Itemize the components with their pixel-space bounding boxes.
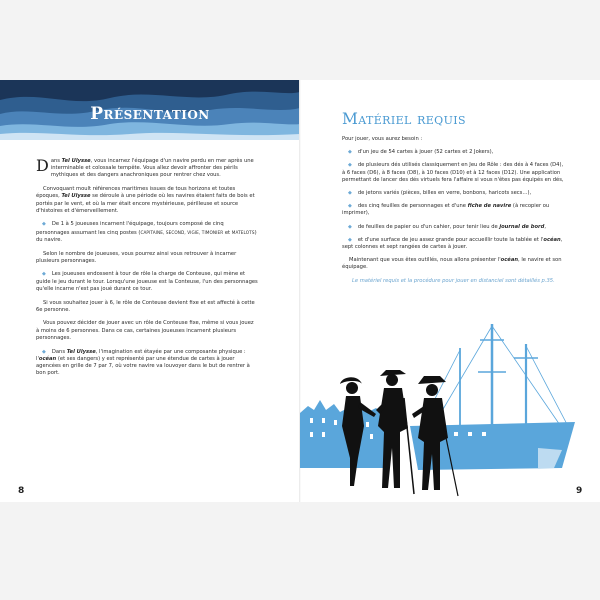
list-item	[342, 203, 564, 217]
book-spread	[0, 80, 600, 502]
game-title-emphasis: Tel Ulysse	[66, 348, 96, 355]
bullet-icon: ◆	[348, 223, 352, 230]
paragraph-player-count: Selon le nombre de joueuses, vous pourrez ainsi vous retrouver à incarner plusieurs personnages.	[36, 250, 237, 264]
bullet-icon: ◆	[348, 236, 352, 243]
text-span: ,	[544, 223, 546, 230]
ocean-emphasis: océan	[38, 355, 57, 362]
text-span: (à recopier ou imprimer),	[342, 203, 550, 217]
paragraph-six-players: Si vous souhaitez jouer à 6, le rôle de Conteuse devient fixe et est affecté à cette 6e personne.	[36, 299, 255, 313]
paragraph-conteuse	[36, 271, 258, 293]
bullet-icon: ◆	[348, 203, 352, 210]
text-span: de plusieurs dés utilisés classiquement en Jeu de Rôle : des dés à 4 faces (D4), à 6 faces (D6), à 8 faces (D8), à 10 faces (D10) et à 12 faces (D12). Une application permettant de lancer des dés virtuels fera l'affaire si vous n'êtes pas équipés en dés,	[342, 162, 564, 183]
bullet-icon: ◆	[348, 149, 352, 156]
text-span: de jetons variés (pièces, billes en verre, bonbons, haricots secs…),	[357, 190, 532, 197]
page-number-right: 9	[576, 486, 583, 496]
page-title-presentation: Présentation	[90, 104, 210, 124]
distance-play-note: Le matériel requis et la procédure pour jouer en distanciel sont détaillés p.35.	[352, 277, 555, 284]
text-span: et	[223, 229, 232, 236]
bullet-icon: ◆	[42, 271, 46, 278]
text-span: Les joueuses endossent à tour de rôle la charge de Conteuse, qui mène et guide le jeu durant le tour. Lorsqu'une joueuse est la Conteuse, l'un des personnages qu'elle incarne n'est pas joué durant ce tour.	[36, 271, 258, 292]
text-span: et d'une surface de jeu assez grande pour accueillir toute la tablée et l'	[357, 236, 544, 243]
page-title-materiel: Matériel requis	[342, 110, 466, 128]
term-emphasis: océan	[500, 257, 519, 264]
text-span: Convoquant moult références maritimes issues de tous horizons et toutes époques,	[36, 186, 236, 200]
bullet-icon: ◆	[348, 190, 352, 197]
paragraph-references	[36, 186, 258, 215]
left-page	[0, 80, 300, 502]
title-banner	[0, 80, 300, 140]
bullet-icon: ◆	[42, 348, 46, 355]
paragraph-fixed-conteuse: Vous pouvez décider de jouer avec un rôle de Conteuse fixe, même si vous jouez à moins de 6 personnes. Dans ce cas, certaines joueuses incarnent plusieurs personnages.	[36, 320, 254, 341]
text-span: d'un jeu de 54 cartes à jouer (52 cartes et 2 Jokers),	[357, 149, 494, 156]
page-number-left: 8	[18, 486, 25, 496]
ship-and-crew-illustration	[300, 318, 600, 502]
list-item	[342, 224, 564, 231]
text-span: se déroule à une période où les navires étaient faits de bois et portés par le vent, et où la mer était encore mystérieuse, périlleuse et source d'histoires et d'émerveillement.	[36, 193, 255, 214]
right-page	[300, 80, 600, 502]
text-span: de feuilles de papier ou d'un cahier, pour tenir lieu de	[357, 223, 500, 230]
bullet-icon: ◆	[42, 221, 46, 228]
text-span: , le navire et son équipage.	[342, 257, 562, 271]
text-span: ) du navire.	[36, 229, 257, 243]
list-item	[342, 162, 564, 184]
game-title-emphasis: Tel Ulysse	[61, 193, 91, 200]
paragraph-players	[36, 221, 258, 244]
materiel-outro	[342, 257, 564, 271]
list-item	[342, 237, 564, 251]
paragraph-intro	[36, 158, 258, 180]
text-span: (et ses dangers) y est représenté par une étendue de cartes à jouer agencées en grille de 7 par 7, où votre navire va louvoyer dans le but de rentrer à bon port.	[36, 355, 250, 377]
harbour-buildings	[300, 400, 384, 468]
game-title-emphasis: Tel Ulysse	[61, 158, 91, 164]
roles-small-caps: MATELOTS	[231, 229, 255, 235]
text-span: Dans	[51, 348, 67, 355]
text-span: , sept colonnes et sept rangées de cartes à jouer.	[342, 236, 563, 251]
text-span: , l'imagination est étayée par une composante physique : l'	[36, 348, 246, 362]
term-emphasis: journal de bord	[499, 223, 545, 230]
drop-cap: D	[36, 156, 49, 175]
text-span: De 1 à 5 joueuses incarnent l'équipage, toujours composé de cinq personnages assumant les cinq postes (	[36, 221, 224, 236]
silhouette-scene-graphic	[300, 318, 600, 502]
text-span: des cinq feuilles de personnages et d'une	[357, 203, 468, 210]
list-item	[342, 149, 564, 156]
list-item	[342, 190, 564, 197]
text-span: , vous incarnez l'équipage d'un navire perdu en mer après une interminable et colossale tempête. Vous allez devoir affronter des périls mythiques et des dangers anachroniques pour rentrer chez vous.	[50, 158, 254, 179]
left-body-text	[36, 158, 258, 384]
term-emphasis: océan	[543, 236, 561, 243]
paragraph-ocean	[36, 349, 258, 378]
right-body-text	[342, 136, 564, 291]
bullet-icon: ◆	[348, 162, 352, 169]
roles-small-caps: CAPITAINE, SECOND, VIGIE, TIMONIER	[140, 229, 224, 235]
materiel-intro: Pour jouer, vous aurez besoin :	[342, 136, 423, 142]
text-span: Maintenant que vous êtes outillés, nous allons présenter l'	[349, 257, 501, 264]
term-emphasis: fiche de navire	[467, 203, 512, 210]
text-span: ans	[50, 158, 62, 164]
